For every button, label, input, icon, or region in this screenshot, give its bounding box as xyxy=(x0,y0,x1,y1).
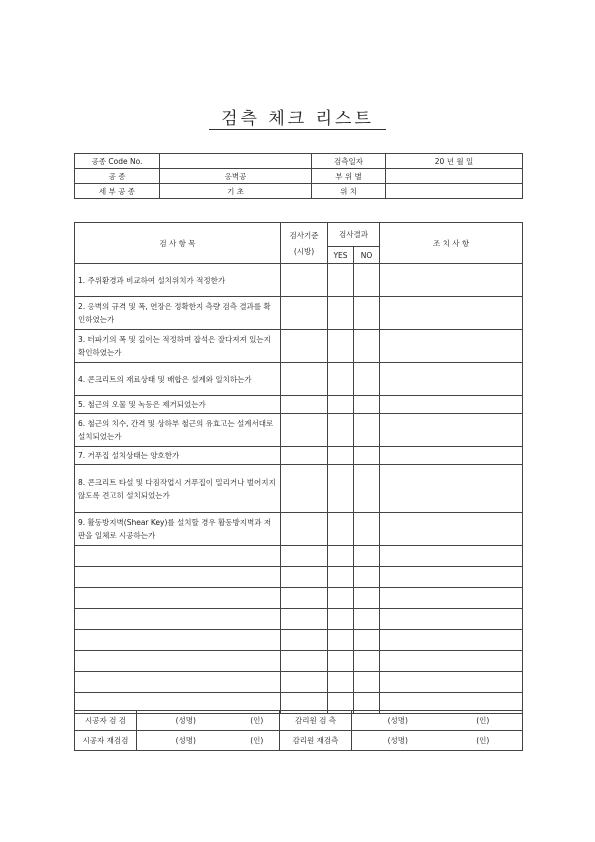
action-cell[interactable] xyxy=(380,630,523,651)
item-text xyxy=(75,567,281,588)
standard-cell[interactable] xyxy=(281,513,328,546)
supervisor-recheck-name[interactable]: (성명) xyxy=(352,731,444,751)
no-cell[interactable] xyxy=(354,546,380,567)
part-label: 부 위 별 xyxy=(312,169,386,184)
action-cell[interactable] xyxy=(380,396,523,414)
header-standard-label: 검사기준 xyxy=(289,230,319,240)
yes-cell[interactable] xyxy=(328,447,354,465)
table-row xyxy=(75,363,523,396)
no-cell[interactable] xyxy=(354,609,380,630)
table-row xyxy=(75,651,523,672)
yes-cell[interactable] xyxy=(328,330,354,363)
page-title: 검측 체크 리스트 xyxy=(221,109,374,129)
part-value[interactable] xyxy=(386,169,523,184)
item-text: 5. 철근의 오물 및 녹등은 제거되었는가 xyxy=(75,396,281,414)
date-label: 검측일자 xyxy=(312,154,386,169)
no-cell[interactable] xyxy=(354,363,380,396)
action-cell[interactable] xyxy=(380,330,523,363)
standard-cell[interactable] xyxy=(281,414,328,447)
action-cell[interactable] xyxy=(380,651,523,672)
header-standard-sub: (시방) xyxy=(293,246,315,256)
table-row xyxy=(75,513,523,546)
standard-cell[interactable] xyxy=(281,447,328,465)
action-cell[interactable] xyxy=(380,264,523,297)
no-cell[interactable] xyxy=(354,651,380,672)
work-label: 공 종 xyxy=(75,169,160,184)
action-cell[interactable] xyxy=(380,465,523,513)
yes-cell[interactable] xyxy=(328,465,354,513)
item-text: 9. 활동방지벽(Shear Key)를 설치할 경우 활동방지벽과 저판을 일체로 시공하는가 xyxy=(75,513,281,546)
no-cell[interactable] xyxy=(354,447,380,465)
item-text xyxy=(75,672,281,693)
title-underline xyxy=(209,129,386,130)
info-table xyxy=(74,153,523,199)
code-label: 공종 Code No. xyxy=(75,154,160,169)
header-item: 검 사 항 목 xyxy=(75,223,281,264)
item-text: 6. 철근의 치수, 간격 및 상하부 철근의 유효고는 설계서대로 설치되었는가 xyxy=(75,414,281,447)
action-cell[interactable] xyxy=(380,447,523,465)
standard-cell[interactable] xyxy=(281,546,328,567)
table-row xyxy=(75,297,523,330)
item-text xyxy=(75,546,281,567)
table-row xyxy=(75,447,523,465)
action-cell[interactable] xyxy=(380,414,523,447)
contractor-foreman-seal[interactable]: (인) xyxy=(235,711,280,731)
yes-cell[interactable] xyxy=(328,363,354,396)
item-text: 3. 터파기의 폭 및 깊이는 적정하며 잡석은 잘다져져 있는지 확인하였는가 xyxy=(75,330,281,363)
contractor-recheck-label: 시공자 재검검 xyxy=(75,731,137,751)
standard-cell[interactable] xyxy=(281,588,328,609)
header-no: NO xyxy=(354,247,380,264)
no-cell[interactable] xyxy=(354,672,380,693)
standard-cell[interactable] xyxy=(281,567,328,588)
no-cell[interactable] xyxy=(354,297,380,330)
code-value[interactable] xyxy=(160,154,312,169)
yes-cell[interactable] xyxy=(328,546,354,567)
action-cell[interactable] xyxy=(380,609,523,630)
item-text: 1. 주위환경과 비교하여 설치위치가 적정한가 xyxy=(75,264,281,297)
item-text: 2. 옹벽의 규격 및 폭, 연장은 정확한지 측량 검측 결과를 확인하였는가 xyxy=(75,297,281,330)
contractor-foreman-name[interactable]: (성명) xyxy=(137,711,235,731)
no-cell[interactable] xyxy=(354,396,380,414)
no-cell[interactable] xyxy=(354,588,380,609)
table-row xyxy=(75,264,523,297)
item-text: 7. 거푸집 설치상태는 양호한가 xyxy=(75,447,281,465)
supervisor-recheck-label: 감리원 재검측 xyxy=(280,731,352,751)
standard-cell[interactable] xyxy=(281,672,328,693)
action-cell[interactable] xyxy=(380,588,523,609)
item-text xyxy=(75,588,281,609)
standard-cell[interactable] xyxy=(281,651,328,672)
table-row xyxy=(75,330,523,363)
date-value[interactable]: 20 년 월 일 xyxy=(386,154,523,169)
action-cell[interactable] xyxy=(380,672,523,693)
no-cell[interactable] xyxy=(354,264,380,297)
loc-value[interactable] xyxy=(386,184,523,199)
table-row xyxy=(75,546,523,567)
contractor-recheck-seal[interactable]: (인) xyxy=(235,731,280,751)
table-row xyxy=(75,567,523,588)
header-standard xyxy=(281,223,328,264)
yes-cell[interactable] xyxy=(328,651,354,672)
yes-cell[interactable] xyxy=(328,297,354,330)
supervisor-seal[interactable]: (인) xyxy=(444,711,523,731)
supervisor-label: 감리원 검 측 xyxy=(280,711,352,731)
item-text: 8. 콘크리트 타설 및 다짐작업시 거푸집이 밀리거나 벌어지지 않도록 견고히 설치되었는가 xyxy=(75,465,281,513)
loc-label: 위 치 xyxy=(312,184,386,199)
no-cell[interactable] xyxy=(354,630,380,651)
action-cell[interactable] xyxy=(380,513,523,546)
standard-cell[interactable] xyxy=(281,297,328,330)
supervisor-recheck-seal[interactable]: (인) xyxy=(444,731,523,751)
action-cell[interactable] xyxy=(380,297,523,330)
action-cell[interactable] xyxy=(380,567,523,588)
contractor-foreman-label: 시공자 검 검 xyxy=(75,711,137,731)
header-result: 검사결과 xyxy=(328,223,380,247)
action-cell[interactable] xyxy=(380,363,523,396)
work-value[interactable]: 옹벽공 xyxy=(160,169,312,184)
standard-cell[interactable] xyxy=(281,630,328,651)
no-cell[interactable] xyxy=(354,465,380,513)
no-cell[interactable] xyxy=(354,513,380,546)
yes-cell[interactable] xyxy=(328,414,354,447)
table-row xyxy=(75,396,523,414)
contractor-recheck-name[interactable]: (성명) xyxy=(137,731,235,751)
yes-cell[interactable] xyxy=(328,513,354,546)
standard-cell[interactable] xyxy=(281,264,328,297)
no-cell[interactable] xyxy=(354,330,380,363)
yes-cell[interactable] xyxy=(328,672,354,693)
yes-cell[interactable] xyxy=(328,567,354,588)
header-action: 조 치 사 항 xyxy=(380,223,523,264)
supervisor-name[interactable]: (성명) xyxy=(352,711,444,731)
standard-cell[interactable] xyxy=(281,609,328,630)
yes-cell[interactable] xyxy=(328,630,354,651)
yes-cell[interactable] xyxy=(328,609,354,630)
action-cell[interactable] xyxy=(380,546,523,567)
item-text xyxy=(75,630,281,651)
table-row xyxy=(75,630,523,651)
detail-label: 세 부 공 종 xyxy=(75,184,160,199)
item-text: 4. 콘크리트의 재료상태 및 배합은 설계와 일치하는가 xyxy=(75,363,281,396)
item-text xyxy=(75,651,281,672)
table-row xyxy=(75,414,523,447)
item-text xyxy=(75,609,281,630)
yes-cell[interactable] xyxy=(328,396,354,414)
table-row xyxy=(75,465,523,513)
table-row xyxy=(75,672,523,693)
standard-cell[interactable] xyxy=(281,363,328,396)
table-row xyxy=(75,588,523,609)
standard-cell[interactable] xyxy=(281,465,328,513)
table-row xyxy=(75,609,523,630)
standard-cell[interactable] xyxy=(281,396,328,414)
checklist-table xyxy=(74,222,523,714)
yes-cell[interactable] xyxy=(328,264,354,297)
checklist-rows xyxy=(75,264,523,714)
detail-value[interactable]: 기 초 xyxy=(160,184,312,199)
standard-cell[interactable] xyxy=(281,330,328,363)
no-cell[interactable] xyxy=(354,567,380,588)
yes-cell[interactable] xyxy=(328,588,354,609)
signature-table xyxy=(74,710,523,751)
no-cell[interactable] xyxy=(354,414,380,447)
header-yes: YES xyxy=(328,247,354,264)
